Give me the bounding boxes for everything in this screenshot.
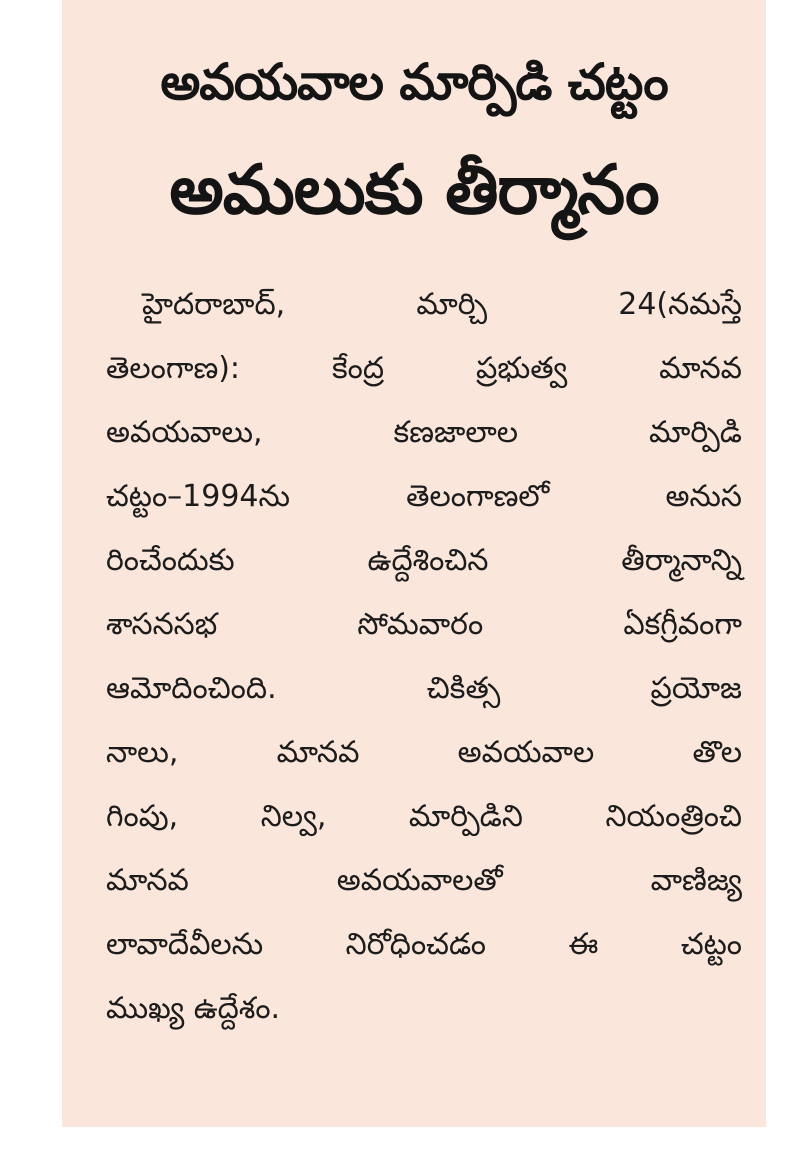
body-line-7: ఆమోదించింది. చికిత్స ప్రయోజ xyxy=(106,671,742,706)
body-line-4: చట్టం–1994ను తెలంగాణలో అనుస xyxy=(106,479,742,514)
body-line-8: నాలు, మానవ అవయవాల తొల xyxy=(106,735,742,770)
newspaper-clipping xyxy=(62,0,766,1127)
body-line-10: మానవ అవయవాలతో వాణిజ్య xyxy=(106,863,742,898)
headline-line-2: అమలుకు తీర్మానం xyxy=(169,151,659,230)
body-line-5: రించేందుకు ఉద్దేశించిన తీర్మానాన్ని xyxy=(106,543,742,578)
body-line-3: అవయవాలు, కణజాలాల మార్పిడి xyxy=(106,415,742,450)
body-line-12: ముఖ్య ఉద్దేశం. xyxy=(106,991,281,1026)
headline-line-1: అవయవాల మార్పిడి చట్టం xyxy=(160,53,668,111)
body-line-11: లావాదేవీలను నిరోధించడం ఈ చట్టం xyxy=(106,927,742,962)
body-line-1: హైదరాబాద్, మార్చి 24(నమస్తే xyxy=(142,287,742,322)
body-line-9: గింపు, నిల్వ, మార్పిడిని నియంత్రించి xyxy=(106,799,742,834)
body-line-6: శాసనసభ సోమవారం ఏకగ్రీవంగా xyxy=(106,607,742,642)
body-line-2: తెలంగాణ): కేంద్ర ప్రభుత్వ మానవ xyxy=(106,351,742,386)
